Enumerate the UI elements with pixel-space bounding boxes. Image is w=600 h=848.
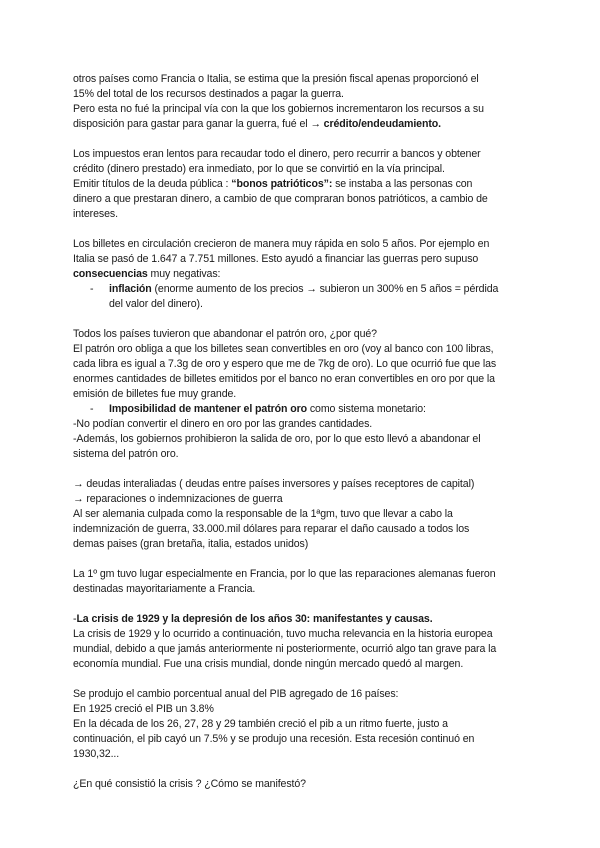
paragraph-gold-reasons-line-3: sistema del patrón oro. bbox=[73, 448, 179, 460]
list-bullet: - bbox=[90, 403, 94, 415]
spacer bbox=[73, 762, 533, 777]
list-item-line bbox=[109, 402, 533, 417]
paragraph-gdp-line-3: En la década de los 26, 27, 28 y 29 también creció el pib a un ritmo fuerte, justo a bbox=[73, 718, 448, 730]
heading-prefix: - bbox=[73, 613, 77, 625]
paragraph-gdp-line-2: En 1925 creció el PIB un 3.8% bbox=[73, 703, 214, 715]
paragraph-gold-line-2: El patrón oro obliga a que los billetes sean convertibles en oro (voy al banco con 100 libras, bbox=[73, 343, 494, 355]
paragraph-credit-line-1: Pero esta no fué la principal vía con la que los gobiernos incrementaron los recursos a su bbox=[73, 103, 484, 115]
paragraph-credit-line-2 bbox=[73, 117, 533, 132]
paragraph-tax-line-1: otros países como Francia o Italia, se estima que la presión fiscal apenas proporcionó el bbox=[73, 73, 479, 85]
consequences-emphasis: consecuencias bbox=[73, 268, 148, 280]
list-bullet: - bbox=[90, 283, 94, 295]
bonds-emphasis: “bonos patrióticos”: bbox=[231, 178, 333, 190]
paragraph-loans-line-4: dinero a que prestaran dinero, a cambio de que compraran bonos patrióticos, a cambio de intereses. bbox=[73, 193, 488, 220]
paragraph-france-line-2: destinadas mayoritariamente a Francia. bbox=[73, 583, 256, 595]
paragraph-gdp-line-1: Se produjo el cambio porcentual anual del PIB agregado de 16 países: bbox=[73, 688, 399, 700]
paragraph-gold-line-4: enormes cantidades de billetes emitidos por el banco no eran convertibles en oro por que la bbox=[73, 373, 495, 385]
spacer bbox=[73, 597, 533, 612]
paragraph-debts-line-5: demas paises (gran bretaña, italia, estados unidos) bbox=[73, 538, 309, 550]
text-span: disposición para gastar para ganar la guerra, fué el → bbox=[73, 118, 324, 130]
paragraph-france-line-1: La 1º gm tuvo lugar especialmente en Francia, por lo que las reparaciones alemanas fueron bbox=[73, 568, 496, 580]
paragraph-gdp-line-4: continuación, el pib cayó un 7.5% y se produjo una recesión. Esta recesión continuó en bbox=[73, 733, 475, 745]
paragraph-gold-line-5: emisión de billetes fue muy grande. bbox=[73, 388, 237, 400]
list-item-gold-standard bbox=[73, 402, 533, 417]
paragraph-gold-line-3: cada libra es igual a 7.3g de oro y espero que me de 7kg de oro). Lo que ocurrió fue que las bbox=[73, 358, 497, 370]
paragraph-debts-line-2: → reparaciones o indemnizaciones de guerra bbox=[73, 493, 283, 505]
list-item-line-2: del valor del dinero). bbox=[109, 298, 203, 310]
credit-emphasis: crédito/endeudamiento. bbox=[323, 118, 441, 130]
paragraph-crisis-line-2: mundial, debido a que jamás anteriormente ni posteriormente, ocurrió algo tan grave para la bbox=[73, 643, 497, 655]
spacer bbox=[73, 222, 533, 237]
paragraph-loans-line-2: crédito (dinero prestado) era inmediato, por lo que se convirtió en la vía principal. bbox=[73, 163, 445, 175]
paragraph-crisis-line-1: La crisis de 1929 y lo ocurrido a continuación, tuvo mucha relevancia en la historia europea bbox=[73, 628, 493, 640]
document-body bbox=[73, 72, 533, 792]
paragraph-gold-line-1: Todos los países tuvieron que abandonar el patrón oro, ¿por qué? bbox=[73, 328, 377, 340]
text-span: muy negativas: bbox=[147, 268, 221, 280]
inflation-emphasis: inflación bbox=[109, 283, 152, 295]
paragraph-debts-line-1: → deudas interaliadas ( deudas entre países inversores y países receptores de capital) bbox=[73, 478, 475, 490]
paragraph-debts-line-3: Al ser alemania culpada como la responsable de la 1ªgm, tuvo que llevar a cabo la bbox=[73, 508, 453, 520]
list-item-inflation bbox=[73, 282, 533, 312]
list-item-line-1 bbox=[109, 282, 533, 297]
paragraph-crisis-line-3: economía mundial. Fue una crisis mundial, donde ningún mercado quedó al margen. bbox=[73, 658, 464, 670]
spacer bbox=[73, 132, 533, 147]
text-span: Emitir títulos de la deuda pública : bbox=[73, 178, 232, 190]
text-span: como sistema monetario: bbox=[307, 403, 426, 415]
paragraph-banknotes-line-2: Italia se pasó de 1.647 a 7.751 millones. Esto ayudó a financiar las guerras pero supuso bbox=[73, 253, 479, 265]
paragraph-question: ¿En qué consistió la crisis ? ¿Cómo se manifestó? bbox=[73, 778, 306, 790]
text-span: se instaba a las personas con bbox=[332, 178, 473, 190]
paragraph-debts-line-4: indemnización de guerra, 33.000.mil dólares para reparar el daño causado a todos los bbox=[73, 523, 470, 535]
paragraph-banknotes-line-1: Los billetes en circulación crecieron de manera muy rápida en solo 5 años. Por ejemplo en bbox=[73, 238, 490, 250]
spacer bbox=[73, 462, 533, 477]
paragraph-gold-reasons-line-1: -No podían convertir el dinero en oro por las grandes cantidades. bbox=[73, 418, 373, 430]
paragraph-gold-reasons-line-2: -Además, los gobiernos prohibieron la salida de oro, por lo que esto llevó a abandonar el bbox=[73, 433, 481, 445]
spacer bbox=[73, 552, 533, 567]
paragraph-gdp-line-5: 1930,32... bbox=[73, 748, 120, 760]
spacer bbox=[73, 672, 533, 687]
paragraph-loans-line-3 bbox=[73, 177, 533, 192]
text-span: (enorme aumento de los precios → subieron un 300% en 5 años = pérdida bbox=[151, 283, 499, 295]
paragraph-loans-line-1: Los impuestos eran lentos para recaudar todo el dinero, pero recurrir a bancos y obtener bbox=[73, 148, 481, 160]
gold-standard-emphasis: Imposibilidad de mantener el patrón oro bbox=[109, 403, 307, 415]
paragraph-banknotes-line-3 bbox=[73, 267, 533, 282]
spacer bbox=[73, 312, 533, 327]
paragraph-tax-line-2: 15% del total de los recursos destinados a pagar la guerra. bbox=[73, 88, 344, 100]
section-heading bbox=[73, 612, 533, 627]
heading-text: La crisis de 1929 y la depresión de los años 30: manifestantes y causas. bbox=[76, 613, 433, 625]
